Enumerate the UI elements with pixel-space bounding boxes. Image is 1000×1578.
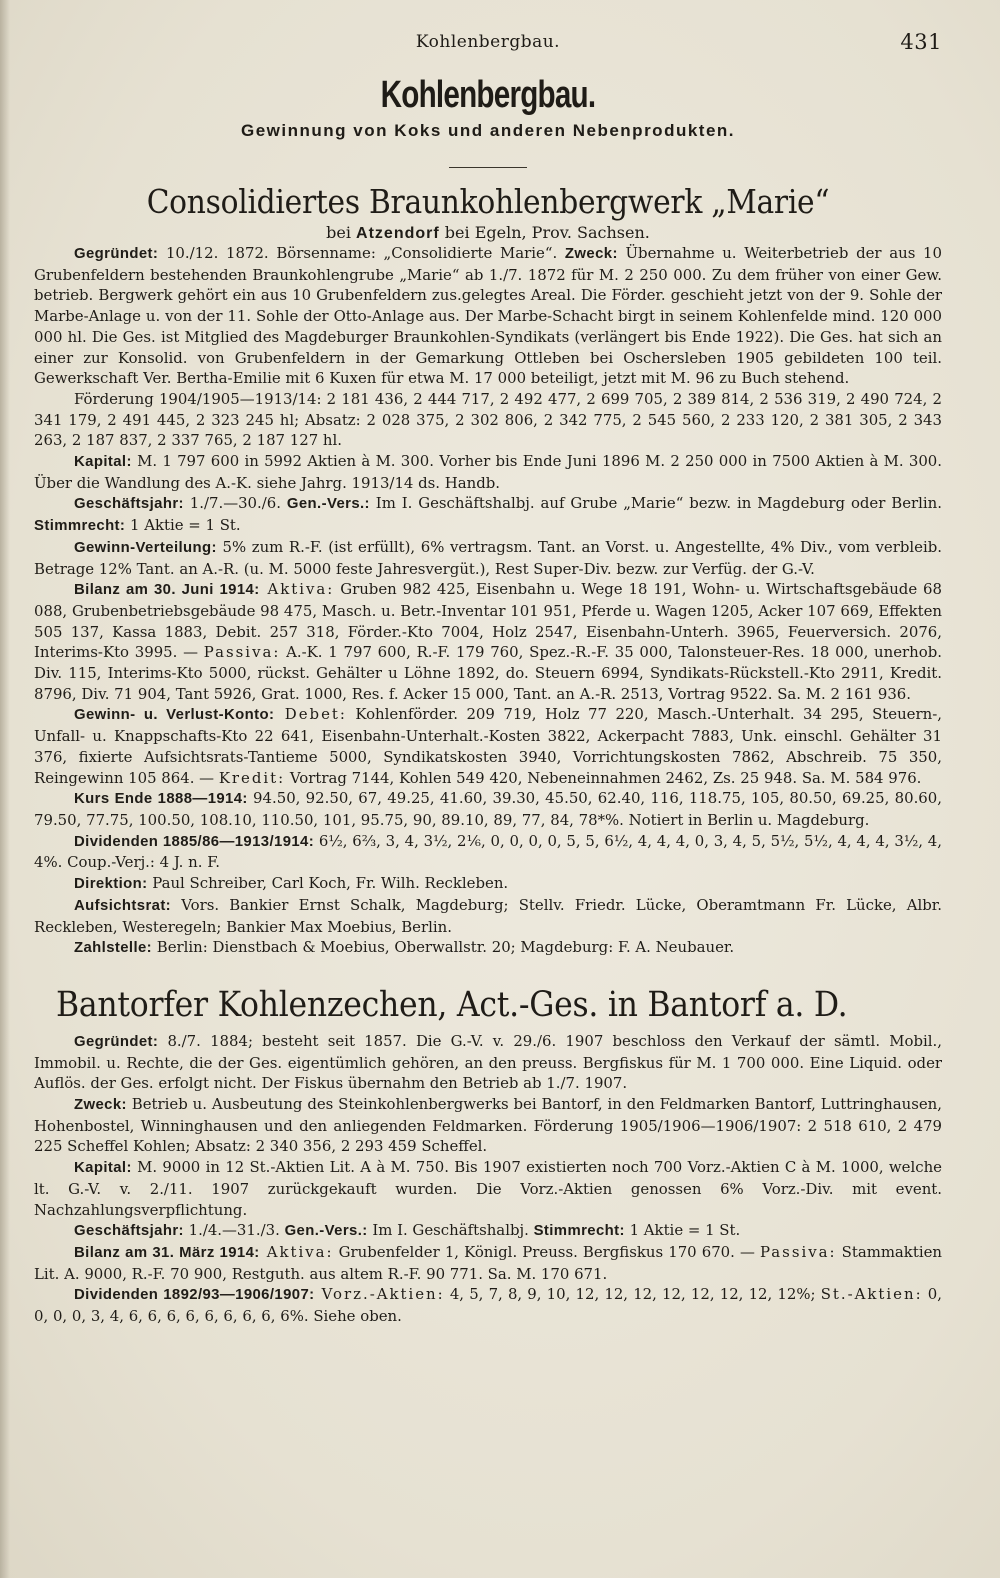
label-passiva: Passiva:: [203, 643, 281, 662]
paragraph-zahlstelle: [34, 937, 942, 959]
label-kurs: Kurs Ende 1888—1914:: [74, 791, 248, 808]
label-bilanz: Bilanz am 30. Juni 1914:: [74, 582, 260, 599]
label-st-aktien: St.-Aktien:: [820, 1285, 923, 1304]
text-bilanz-passiva-2: Stammaktien Lit. A. 9000, R.-F. 70 900, Restguth. aus altem R.-F. 90 771. Sa. M. 170 671.: [34, 1242, 947, 1283]
label-geschaeftsjahr: Geschäftsjahr:: [74, 496, 184, 513]
paragraph-guv: [34, 704, 947, 788]
text-zweck: Übernahme u. Weiterbetrieb der aus 10 Grubenfeldern bestehenden Braunkohlengrube „Marie“ ab 1./7. 1872 für M. 2 250 000. Zu dem früher von einer Gew. betrieb. Bergwerk gehört ein aus 10 Grubenfeldern zus.gelegtes Areal. Die Förder. geschieht jetzt von der 9. Sohle der Marbe-Anlage u. von der 11. Sohle der Otto-Anlage aus. Der Marbe-Schacht birgt in seinem Kohlenfelde mind. 120 000 000 hl. Die Ges. ist Mitglied des Magdeburger Braunkohlen-Syndikats (verlängert bis Ende 1922). Die Ges. hat sich an einer zur Konsolid. von Grubenfeldern in der Gemarkung Ottleben bei Oschersleben 1905 gebildeten 100 teil. Gewerkschaft Ver. Bertha-Emilie mit 6 Kuxen für etwa M. 17 000 beteiligt, jetzt mit M. 96 zu Buch stehend.: [34, 244, 947, 388]
label-guv: Gewinn- u. Verlust-Konto:: [74, 707, 275, 724]
text-gewinnverteilung: 5% zum R.-F. (ist erfüllt), 6% vertragsm. Tant. an Vorst. u. Angestellte, 4% Div., vom verbleib. Betrage 12% Tant. an A.-R. (u. M. 5000 feste Jahresvergüt.), Rest Super-Div. bezw. zur Verfüg. der G.-V.: [34, 537, 947, 578]
company2-entry: [34, 1031, 947, 1327]
location-suffix: bei Egeln, Prov. Sachsen.: [444, 223, 650, 242]
paragraph-direktion: [34, 873, 942, 895]
label-debet: Debet:: [274, 705, 347, 724]
label-dividenden: Dividenden 1885/86—1913/1914:: [74, 833, 315, 850]
paragraph-bilanz: [34, 579, 947, 704]
text-bilanz-passiva: A.-K. 1 797 600, R.-F. 179 760, Spez.-R.-F. 35 000, Talonsteuer-Res. 18 000, unerhob. Div. 115, Interims-Kto 5000, rückst. Gehälter u Löhne 1892, do. Steuern 6994, Syndikats-Rückstell.-Kto 2911, Kredit. 8796, Div. 71 904, Tant 5926, Grat. 1000, Res. f. Acker 15 000, Tant. an A.-R. 2513, Vortrag 9522. Sa. M. 2 161 936.: [34, 643, 947, 703]
label-kredit: Kredit:: [218, 768, 286, 787]
label-aufsichtsrat: Aufsichtsrat:: [74, 897, 172, 914]
label-dividenden-2: Dividenden 1892/93—1906/1907:: [74, 1287, 315, 1304]
text-dividenden-st: 0, 0, 0, 0, 3, 4, 6, 6, 6, 6, 6, 6, 6, 6, 6%. Siehe oben.: [34, 1285, 947, 1326]
text-geschaeftsjahr-2: 1./4.—31./3.: [183, 1221, 285, 1240]
paragraph-dividenden-2: [34, 1284, 947, 1326]
label-stimmrecht-2: Stimmrecht:: [533, 1223, 625, 1240]
label-bilanz-2: Bilanz am 31. März 1914:: [74, 1244, 260, 1261]
paragraph-founded: [34, 243, 947, 389]
location-prefix: bei: [326, 223, 351, 242]
label-zweck-2: Zweck:: [74, 1097, 127, 1114]
label-aktiva: Aktiva:: [259, 580, 335, 599]
label-geschaeftsjahr-2: Geschäftsjahr:: [74, 1223, 184, 1240]
location-place: Atzendorf: [356, 225, 440, 242]
label-kapital: Kapital:: [74, 454, 132, 471]
text-bilanz-aktiva: Gruben 982 425, Eisenbahn u. Wege 18 191, Wohn- u. Wirtschaftsgebäude 68 088, Grubenbetriebsgebäude 98 475, Masch. u. Betr.-Inventar 101 951, Pferde u. Wagen 1205, Acker 107 669, Effekten 505 137, Kassa 1883, Debit. 257 318, Förder.-Kto 7004, Holz 2547, Eisenbahn-Unterh. 3965, Feuerversich. 2076, Interims-Kto 3995. —: [34, 580, 947, 662]
company-location: [34, 223, 942, 243]
text-genvers-2: Im I. Geschäftshalbj.: [367, 1221, 534, 1240]
text-genvers: Im I. Geschäftshalbj. auf Grube „Marie“ bezw. in Magdeburg oder Berlin.: [369, 494, 947, 513]
text-bilanz-aktiva-2: Grubenfelder 1, Königl. Preuss. Bergfiskus 170 670. —: [333, 1242, 760, 1261]
label-zahlstelle: Zahlstelle:: [74, 940, 153, 957]
text-zweck-2: Betrieb u. Ausbeutung des Steinkohlenbergwerks bei Bantorf, in den Feldmarken Bantorf, Luttringhausen, Hohenbostel, Winninghausen und den anliegenden Feldmarken. Förderung 1905/1906—1906/1907: 2 518 610, 2 479 225 Scheffel Kohlen; Absatz: 2 340 356, 2 293 459 Scheffel.: [34, 1095, 947, 1156]
paragraph-dividenden: [34, 831, 947, 873]
label-stimmrecht: Stimmrecht:: [34, 518, 126, 535]
label-zweck: Zweck:: [564, 246, 618, 262]
label-genvers-2: Gen.-Vers.:: [284, 1223, 368, 1240]
paragraph-foerderung: Förderung 1904/1905—1913/14: 2 181 436, 2 444 717, 2 492 477, 2 699 705, 2 389 814, 2 536 319, 2 490 724, 2 341 179, 2 491 445, 2 323 245 hl; Absatz: 2 028 375, 2 302 806, 2 342 775, 2 545 560, 2 233 120, 2 381 305, 2 343 263, 2 187 837, 2 337 765, 2 187 127 hl.: [34, 389, 947, 450]
text-gegruendet-2: 8./7. 1884; besteht seit 1857. Die G.-V. v. 29./6. 1907 beschloss den Verkauf der sämtl. Mobil., Immobil. u. Rechte, die der Ges. eigentümlich gehören, an den preuss. Bergfiskus für M. 1 700 000. Eine Liquid. oder Auflös. der Ges. erfolgt nicht. Der Fiskus übernahm den Betrieb ab 1./7. 1907.: [34, 1031, 947, 1093]
section-subtitle: Gewinnung von Koks und anderen Nebenprodukten.: [240, 121, 736, 140]
company-title-bantorf: Bantorfer Kohlenzechen, Act.-Ges. in Bantorf a. D.: [56, 984, 848, 1025]
label-passiva-2: Passiva:: [759, 1242, 837, 1261]
label-gegruendet-2: Gegründet:: [74, 1033, 159, 1050]
text-stimmrecht-2: 1 Aktie = 1 St.: [624, 1221, 741, 1240]
label-direktion: Direktion:: [74, 876, 148, 893]
label-kapital-2: Kapital:: [74, 1160, 132, 1177]
paragraph-founded-2: [34, 1031, 947, 1094]
divider-rule: [449, 167, 527, 168]
page-number: 431: [900, 30, 942, 54]
paragraph-gewinnverteilung: [34, 537, 947, 579]
text-guv-kredit: Vortrag 7144, Kohlen 549 420, Nebeneinnahmen 2462, Zs. 25 948. Sa. M. 584 976.: [285, 768, 922, 787]
paragraph-geschaeftsjahr-2: [34, 1220, 942, 1242]
paragraph-aufsichtsrat: [34, 895, 947, 937]
label-genvers: Gen.-Vers.:: [286, 496, 370, 513]
section-title: Kohlenbergbau.: [380, 74, 596, 116]
label-aktiva-2: Aktiva:: [259, 1242, 334, 1261]
company1-entry: [34, 243, 947, 959]
paragraph-zweck-2: [34, 1094, 947, 1157]
running-title: Kohlenbergbau.: [415, 32, 561, 52]
running-head: [34, 26, 942, 56]
paragraph-geschaeftsjahr: [34, 493, 947, 536]
text-dividenden-vorz: 4, 5, 7, 8, 9, 10, 12, 12, 12, 12, 12, 12, 12, 12%;: [444, 1285, 821, 1304]
label-vorz-aktien: Vorz.-Aktien:: [314, 1285, 445, 1304]
label-gewinnverteilung: Gewinn-Verteilung:: [74, 539, 217, 556]
text-gegruendet: 10./12. 1872. Börsenname: „Consolidierte Marie“.: [158, 244, 565, 262]
text-geschaeftsjahr: 1./7.—30./6.: [183, 494, 287, 513]
paragraph-bilanz-2: [34, 1242, 947, 1284]
text-direktion: Paul Schreiber, Carl Koch, Fr. Wilh. Reckleben.: [147, 874, 509, 893]
text-stimmrecht: 1 Aktie = 1 St.: [125, 516, 241, 535]
text-zahlstelle: Berlin: Dienstbach & Moebius, Oberwallstr. 20; Magdeburg: F. A. Neubauer.: [152, 938, 735, 957]
paragraph-kapital-2: [34, 1157, 947, 1220]
text-aufsichtsrat: Vors. Bankier Ernst Schalk, Magdeburg; Stellv. Friedr. Lücke, Oberamtmann Fr. Lücke, Albr. Reckleben, Westeregeln; Bankier Max Moebius, Berlin.: [34, 895, 947, 936]
company-title-marie: Consolidiertes Braunkohlenbergwerk „Marie“: [146, 182, 830, 221]
text-kapital: M. 1 797 600 in 5992 Aktien à M. 300. Vorher bis Ende Juni 1896 M. 2 250 000 in 7500 Aktien à M. 300. Über die Wandlung des A.-K. siehe Jahrg. 1913/14 ds. Handb.: [34, 452, 947, 492]
text-kapital-2: M. 9000 in 12 St.-Aktien Lit. A à M. 750. Bis 1907 existierten noch 700 Vorz.-Aktien C à M. 1000, welche lt. G.-V. v. 2./11. 1907 zurückgekauft wurden. Die Vorz.-Aktien genossen 6% Vorz.-Div. mit event. Nachzahlungsverpflichtung.: [34, 1158, 947, 1219]
page-edge-shadow: [0, 0, 10, 1578]
paragraph-kurs: [34, 788, 947, 830]
text-kurs: 94.50, 92.50, 67, 49.25, 41.60, 39.30, 45.50, 62.40, 116, 118.75, 105, 80.50, 69.25, 80.60, 79.50, 77.75, 100.50, 108.10, 110.50, 101, 95.75, 90, 89.10, 89, 77, 84, 78*%. Notiert in Berlin u. Magdeburg.: [34, 789, 947, 829]
text-guv-debet: Kohlenförder. 209 719, Holz 77 220, Masch.-Unterhalt. 34 295, Steuern-, Unfall- u. Knappschafts-Kto 22 641, Eisenbahn-Unterhalt.-Kosten 3822, Ackerpacht 7883, Unk. einschl. Gehälter 31 376, fixierte Aufsichtsrats-Tantieme 5000, Syndikatskosten 3940, Vorrichtungskosten 7862, Abschreib. 75 350, Reingewinn 105 864. —: [34, 705, 947, 787]
text-dividenden: 6½, 6⅔, 3, 4, 3½, 2⅙, 0, 0, 0, 0, 5, 5, 6½, 4, 4, 4, 0, 3, 4, 5, 5½, 5½, 4, 4, 4, 3½, 4, 4%. Coup.-Verj.: 4 J. n. F.: [34, 831, 947, 872]
paragraph-kapital: [34, 451, 947, 493]
label-gegruendet: Gegründet:: [74, 246, 159, 262]
